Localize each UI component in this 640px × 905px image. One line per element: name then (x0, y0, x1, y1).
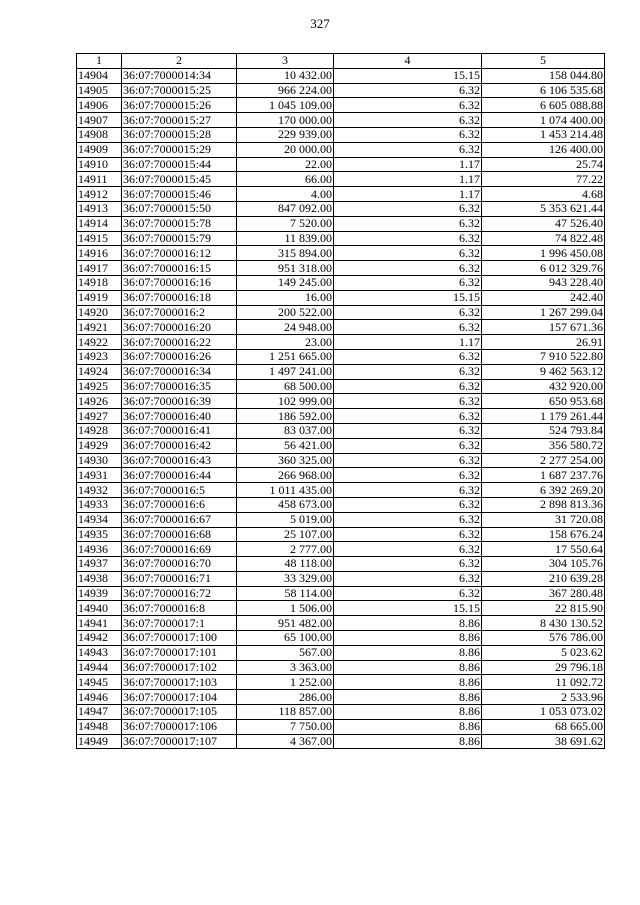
cadastral-number-cell: 36:07:7000016:8 (122, 601, 237, 616)
total-cell: 11 092.72 (482, 675, 605, 690)
rate-cell: 6.32 (334, 483, 482, 498)
area-cell: 200 522.00 (237, 305, 334, 320)
table-row (77, 290, 605, 305)
table-row (77, 468, 605, 483)
rate-cell: 6.32 (334, 275, 482, 290)
area-cell: 4 367.00 (237, 734, 334, 749)
table-row (77, 349, 605, 364)
table-row (77, 453, 605, 468)
table-row (77, 645, 605, 660)
row-number-cell: 14938 (77, 571, 122, 586)
area-cell: 11 839.00 (237, 231, 334, 246)
area-cell: 3 363.00 (237, 660, 334, 675)
rate-cell: 15.15 (334, 290, 482, 305)
rate-cell: 1.17 (334, 335, 482, 350)
table-row (77, 734, 605, 749)
cadastral-number-cell: 36:07:7000017:1 (122, 616, 237, 631)
rate-cell: 6.32 (334, 246, 482, 261)
table-row (77, 187, 605, 202)
table-row (77, 719, 605, 734)
row-number-cell: 14906 (77, 98, 122, 113)
total-cell: 304 105.76 (482, 557, 605, 572)
cadastral-number-cell: 36:07:7000015:27 (122, 113, 237, 128)
area-cell: 286.00 (237, 690, 334, 705)
row-number-cell: 14919 (77, 290, 122, 305)
rate-cell: 1.17 (334, 187, 482, 202)
total-cell: 1 453 214.48 (482, 127, 605, 142)
area-cell: 458 673.00 (237, 497, 334, 512)
cadastral-number-cell: 36:07:7000016:35 (122, 379, 237, 394)
area-cell: 16.00 (237, 290, 334, 305)
row-number-cell: 14921 (77, 320, 122, 335)
total-cell: 1 996 450.08 (482, 246, 605, 261)
row-number-cell: 14927 (77, 409, 122, 424)
table-row (77, 127, 605, 142)
cadastral-number-cell: 36:07:7000015:46 (122, 187, 237, 202)
cadastral-number-cell: 36:07:7000016:41 (122, 423, 237, 438)
table-row (77, 542, 605, 557)
row-number-cell: 14948 (77, 719, 122, 734)
cadastral-number-cell: 36:07:7000016:68 (122, 527, 237, 542)
row-number-cell: 14949 (77, 734, 122, 749)
area-cell: 48 118.00 (237, 557, 334, 572)
total-cell: 943 228.40 (482, 275, 605, 290)
area-cell: 22.00 (237, 157, 334, 172)
rate-cell: 6.32 (334, 423, 482, 438)
rate-cell: 6.32 (334, 409, 482, 424)
table-row (77, 512, 605, 527)
total-cell: 9 462 563.12 (482, 364, 605, 379)
rate-cell: 6.32 (334, 468, 482, 483)
area-cell: 23.00 (237, 335, 334, 350)
table-row (77, 172, 605, 187)
area-cell: 25 107.00 (237, 527, 334, 542)
area-cell: 58 114.00 (237, 586, 334, 601)
total-cell: 158 676.24 (482, 527, 605, 542)
area-cell: 65 100.00 (237, 631, 334, 646)
total-cell: 22 815.90 (482, 601, 605, 616)
cadastral-number-cell: 36:07:7000017:106 (122, 719, 237, 734)
total-cell: 6 392 269.20 (482, 483, 605, 498)
area-cell: 149 245.00 (237, 275, 334, 290)
row-number-cell: 14936 (77, 542, 122, 557)
row-number-cell: 14926 (77, 394, 122, 409)
table-row (77, 571, 605, 586)
table-row (77, 335, 605, 350)
table-row (77, 157, 605, 172)
cadastral-number-cell: 36:07:7000016:2 (122, 305, 237, 320)
total-cell: 524 793.84 (482, 423, 605, 438)
table-row (77, 705, 605, 720)
area-cell: 102 999.00 (237, 394, 334, 409)
table-body (77, 68, 605, 749)
table-row (77, 305, 605, 320)
rate-cell: 1.17 (334, 172, 482, 187)
area-cell: 951 318.00 (237, 261, 334, 276)
rate-cell: 6.32 (334, 127, 482, 142)
area-cell: 20 000.00 (237, 142, 334, 157)
area-cell: 951 482.00 (237, 616, 334, 631)
rate-cell: 8.86 (334, 734, 482, 749)
row-number-cell: 14918 (77, 275, 122, 290)
rate-cell: 15.15 (334, 601, 482, 616)
rate-cell: 8.86 (334, 616, 482, 631)
cadastral-number-cell: 36:07:7000015:28 (122, 127, 237, 142)
total-cell: 2 898 813.36 (482, 497, 605, 512)
rate-cell: 6.32 (334, 453, 482, 468)
rate-cell: 6.32 (334, 349, 482, 364)
total-cell: 26.91 (482, 335, 605, 350)
page-number: 327 (310, 16, 330, 31)
row-number-cell: 14920 (77, 305, 122, 320)
column-header: 2 (122, 54, 237, 69)
table-row (77, 394, 605, 409)
table-row (77, 201, 605, 216)
row-number-cell: 14932 (77, 483, 122, 498)
total-cell: 29 796.18 (482, 660, 605, 675)
table-row (77, 423, 605, 438)
cadastral-number-cell: 36:07:7000014:34 (122, 68, 237, 83)
rate-cell: 6.32 (334, 527, 482, 542)
table-row (77, 409, 605, 424)
area-cell: 266 968.00 (237, 468, 334, 483)
rate-cell: 8.86 (334, 690, 482, 705)
table-row (77, 660, 605, 675)
rate-cell: 6.32 (334, 98, 482, 113)
area-cell: 1 252.00 (237, 675, 334, 690)
rate-cell: 6.32 (334, 497, 482, 512)
cadastral-number-cell: 36:07:7000017:107 (122, 734, 237, 749)
rate-cell: 6.32 (334, 142, 482, 157)
cadastral-number-cell: 36:07:7000016:16 (122, 275, 237, 290)
row-number-cell: 14905 (77, 83, 122, 98)
rate-cell: 6.32 (334, 557, 482, 572)
table-row (77, 497, 605, 512)
area-cell: 186 592.00 (237, 409, 334, 424)
total-cell: 8 430 130.52 (482, 616, 605, 631)
total-cell: 650 953.68 (482, 394, 605, 409)
row-number-cell: 14917 (77, 261, 122, 276)
table-row (77, 438, 605, 453)
rate-cell: 8.86 (334, 719, 482, 734)
table-row (77, 98, 605, 113)
rate-cell: 6.32 (334, 586, 482, 601)
total-cell: 1 074 400.00 (482, 113, 605, 128)
rate-cell: 6.32 (334, 364, 482, 379)
rate-cell: 8.86 (334, 660, 482, 675)
rate-cell: 8.86 (334, 645, 482, 660)
cadastral-number-cell: 36:07:7000016:18 (122, 290, 237, 305)
total-cell: 4.68 (482, 187, 605, 202)
table-row (77, 261, 605, 276)
area-cell: 7 750.00 (237, 719, 334, 734)
column-header: 1 (77, 54, 122, 69)
total-cell: 5 353 621.44 (482, 201, 605, 216)
table-row (77, 216, 605, 231)
row-number-cell: 14937 (77, 557, 122, 572)
cadastral-number-cell: 36:07:7000016:44 (122, 468, 237, 483)
rate-cell: 15.15 (334, 68, 482, 83)
row-number-cell: 14931 (77, 468, 122, 483)
row-number-cell: 14930 (77, 453, 122, 468)
total-cell: 6 012 329.76 (482, 261, 605, 276)
cadastral-number-cell: 36:07:7000016:43 (122, 453, 237, 468)
row-number-cell: 14908 (77, 127, 122, 142)
area-cell: 1 045 109.00 (237, 98, 334, 113)
row-number-cell: 14924 (77, 364, 122, 379)
cadastral-number-cell: 36:07:7000017:101 (122, 645, 237, 660)
row-number-cell: 14916 (77, 246, 122, 261)
cadastral-number-cell: 36:07:7000016:20 (122, 320, 237, 335)
table-row (77, 364, 605, 379)
cadastral-number-cell: 36:07:7000017:102 (122, 660, 237, 675)
cadastral-number-cell: 36:07:7000015:79 (122, 231, 237, 246)
cadastral-number-cell: 36:07:7000015:50 (122, 201, 237, 216)
row-number-cell: 14925 (77, 379, 122, 394)
total-cell: 2 533.96 (482, 690, 605, 705)
table-row (77, 231, 605, 246)
area-cell: 966 224.00 (237, 83, 334, 98)
rate-cell: 8.86 (334, 705, 482, 720)
total-cell: 1 053 073.02 (482, 705, 605, 720)
cadastral-number-cell: 36:07:7000016:70 (122, 557, 237, 572)
total-cell: 1 179 261.44 (482, 409, 605, 424)
row-number-cell: 14913 (77, 201, 122, 216)
total-cell: 356 580.72 (482, 438, 605, 453)
total-cell: 1 267 299.04 (482, 305, 605, 320)
area-cell: 1 497 241.00 (237, 364, 334, 379)
area-cell: 83 037.00 (237, 423, 334, 438)
total-cell: 6 605 088.88 (482, 98, 605, 113)
rate-cell: 6.32 (334, 261, 482, 276)
total-cell: 17 550.64 (482, 542, 605, 557)
row-number-cell: 14941 (77, 616, 122, 631)
cadastral-number-cell: 36:07:7000016:39 (122, 394, 237, 409)
area-cell: 170 000.00 (237, 113, 334, 128)
row-number-cell: 14945 (77, 675, 122, 690)
table-row (77, 68, 605, 83)
rate-cell: 6.32 (334, 201, 482, 216)
column-header: 3 (237, 54, 334, 69)
total-cell: 5 023.62 (482, 645, 605, 660)
data-table (76, 53, 605, 749)
area-cell: 118 857.00 (237, 705, 334, 720)
area-cell: 33 329.00 (237, 571, 334, 586)
area-cell: 315 894.00 (237, 246, 334, 261)
rate-cell: 6.32 (334, 113, 482, 128)
rate-cell: 6.32 (334, 305, 482, 320)
total-cell: 432 920.00 (482, 379, 605, 394)
row-number-cell: 14939 (77, 586, 122, 601)
cadastral-number-cell: 36:07:7000016:15 (122, 261, 237, 276)
table-row (77, 483, 605, 498)
cadastral-number-cell: 36:07:7000016:40 (122, 409, 237, 424)
header-row (77, 54, 605, 69)
table-row (77, 527, 605, 542)
cadastral-number-cell: 36:07:7000015:45 (122, 172, 237, 187)
total-cell: 7 910 522.80 (482, 349, 605, 364)
row-number-cell: 14943 (77, 645, 122, 660)
cadastral-number-cell: 36:07:7000016:26 (122, 349, 237, 364)
column-header: 4 (334, 54, 482, 69)
area-cell: 5 019.00 (237, 512, 334, 527)
cadastral-number-cell: 36:07:7000015:44 (122, 157, 237, 172)
area-cell: 567.00 (237, 645, 334, 660)
area-cell: 360 325.00 (237, 453, 334, 468)
table-row (77, 616, 605, 631)
cadastral-number-cell: 36:07:7000016:22 (122, 335, 237, 350)
table-row (77, 142, 605, 157)
row-number-cell: 14940 (77, 601, 122, 616)
row-number-cell: 14928 (77, 423, 122, 438)
area-cell: 847 092.00 (237, 201, 334, 216)
row-number-cell: 14907 (77, 113, 122, 128)
total-cell: 2 277 254.00 (482, 453, 605, 468)
cadastral-number-cell: 36:07:7000016:69 (122, 542, 237, 557)
row-number-cell: 14915 (77, 231, 122, 246)
total-cell: 210 639.28 (482, 571, 605, 586)
table-row (77, 379, 605, 394)
rate-cell: 6.32 (334, 438, 482, 453)
rate-cell: 6.32 (334, 231, 482, 246)
row-number-cell: 14909 (77, 142, 122, 157)
table-row (77, 275, 605, 290)
total-cell: 576 786.00 (482, 631, 605, 646)
table-row (77, 586, 605, 601)
table-row (77, 246, 605, 261)
cadastral-number-cell: 36:07:7000016:72 (122, 586, 237, 601)
table-row (77, 601, 605, 616)
area-cell: 229 939.00 (237, 127, 334, 142)
total-cell: 31 720.08 (482, 512, 605, 527)
row-number-cell: 14911 (77, 172, 122, 187)
rate-cell: 6.32 (334, 320, 482, 335)
cadastral-number-cell: 36:07:7000016:71 (122, 571, 237, 586)
rate-cell: 8.86 (334, 631, 482, 646)
cadastral-number-cell: 36:07:7000017:104 (122, 690, 237, 705)
cadastral-number-cell: 36:07:7000015:26 (122, 98, 237, 113)
row-number-cell: 14935 (77, 527, 122, 542)
area-cell: 24 948.00 (237, 320, 334, 335)
cadastral-number-cell: 36:07:7000016:34 (122, 364, 237, 379)
cadastral-number-cell: 36:07:7000015:29 (122, 142, 237, 157)
table-row (77, 690, 605, 705)
row-number-cell: 14910 (77, 157, 122, 172)
table-row (77, 675, 605, 690)
row-number-cell: 14946 (77, 690, 122, 705)
rate-cell: 1.17 (334, 157, 482, 172)
rate-cell: 8.86 (334, 675, 482, 690)
total-cell: 68 665.00 (482, 719, 605, 734)
row-number-cell: 14944 (77, 660, 122, 675)
rate-cell: 6.32 (334, 379, 482, 394)
row-number-cell: 14922 (77, 335, 122, 350)
total-cell: 158 044.80 (482, 68, 605, 83)
cadastral-number-cell: 36:07:7000016:5 (122, 483, 237, 498)
area-cell: 1 506.00 (237, 601, 334, 616)
total-cell: 367 280.48 (482, 586, 605, 601)
cadastral-number-cell: 36:07:7000015:25 (122, 83, 237, 98)
table-row (77, 113, 605, 128)
row-number-cell: 14929 (77, 438, 122, 453)
row-number-cell: 14904 (77, 68, 122, 83)
rate-cell: 6.32 (334, 83, 482, 98)
total-cell: 25.74 (482, 157, 605, 172)
area-cell: 68 500.00 (237, 379, 334, 394)
total-cell: 1 687 237.76 (482, 468, 605, 483)
total-cell: 6 106 535.68 (482, 83, 605, 98)
row-number-cell: 14912 (77, 187, 122, 202)
area-cell: 10 432.00 (237, 68, 334, 83)
total-cell: 157 671.36 (482, 320, 605, 335)
area-cell: 1 011 435.00 (237, 483, 334, 498)
area-cell: 66.00 (237, 172, 334, 187)
row-number-cell: 14942 (77, 631, 122, 646)
total-cell: 38 691.62 (482, 734, 605, 749)
table-row (77, 557, 605, 572)
total-cell: 77.22 (482, 172, 605, 187)
row-number-cell: 14914 (77, 216, 122, 231)
total-cell: 126 400.00 (482, 142, 605, 157)
total-cell: 242.40 (482, 290, 605, 305)
total-cell: 47 526.40 (482, 216, 605, 231)
area-cell: 7 520.00 (237, 216, 334, 231)
area-cell: 56 421.00 (237, 438, 334, 453)
rate-cell: 6.32 (334, 542, 482, 557)
table-row (77, 320, 605, 335)
cadastral-number-cell: 36:07:7000017:103 (122, 675, 237, 690)
area-cell: 4.00 (237, 187, 334, 202)
cadastral-number-cell: 36:07:7000015:78 (122, 216, 237, 231)
row-number-cell: 14933 (77, 497, 122, 512)
cadastral-number-cell: 36:07:7000016:6 (122, 497, 237, 512)
area-cell: 1 251 665.00 (237, 349, 334, 364)
rate-cell: 6.32 (334, 512, 482, 527)
row-number-cell: 14947 (77, 705, 122, 720)
table-row (77, 83, 605, 98)
rate-cell: 6.32 (334, 216, 482, 231)
row-number-cell: 14923 (77, 349, 122, 364)
column-header: 5 (482, 54, 605, 69)
area-cell: 2 777.00 (237, 542, 334, 557)
rate-cell: 6.32 (334, 571, 482, 586)
cadastral-number-cell: 36:07:7000017:100 (122, 631, 237, 646)
rate-cell: 6.32 (334, 394, 482, 409)
total-cell: 74 822.48 (482, 231, 605, 246)
table-row (77, 631, 605, 646)
cadastral-number-cell: 36:07:7000016:42 (122, 438, 237, 453)
cadastral-number-cell: 36:07:7000016:67 (122, 512, 237, 527)
row-number-cell: 14934 (77, 512, 122, 527)
cadastral-number-cell: 36:07:7000016:12 (122, 246, 237, 261)
cadastral-number-cell: 36:07:7000017:105 (122, 705, 237, 720)
